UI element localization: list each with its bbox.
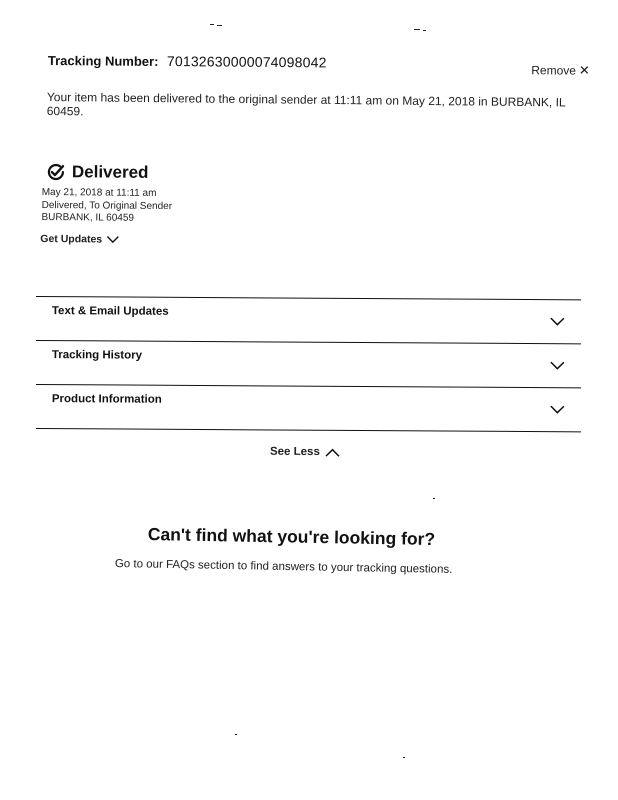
status-block [40, 162, 286, 247]
scan-speck [403, 757, 405, 758]
get-updates-button[interactable] [40, 232, 285, 246]
faq-title: Can't find what you're looking for? [147, 524, 436, 550]
tracking-number-value: 70132630000074098042 [166, 53, 327, 71]
chevron-down-icon [106, 235, 119, 243]
see-less-button[interactable] [270, 446, 340, 458]
scan-speck [210, 24, 214, 25]
accordion-label: Text & Email Updates [51, 305, 169, 318]
status-title: Delivered [71, 162, 149, 182]
tracking-number-label: Tracking Number: [47, 52, 159, 69]
faq-subtitle: Go to our FAQs section to find answers to your tracking questions. [114, 558, 453, 576]
delivery-message: Your item has been delivered to the original sender at 11:11 am on May 21, 2018 in BURBANK, IL 60459. [46, 90, 566, 119]
status-detail: Delivered, To Original Sender [41, 199, 173, 212]
chevron-down-icon [550, 317, 565, 326]
status-location: BURBANK, IL 60459 [41, 211, 135, 224]
status-date: May 21, 2018 at 11:11 am [41, 186, 157, 199]
chevron-down-icon [550, 405, 565, 414]
remove-label: Remove [531, 63, 577, 78]
scan-speck [433, 498, 435, 499]
accordion-label: Product Information [51, 393, 162, 406]
get-updates-label: Get Updates [40, 232, 103, 245]
accordion-text-email-updates[interactable] [36, 296, 581, 343]
close-icon: ✕ [578, 62, 590, 78]
check-circle-icon [46, 162, 66, 182]
remove-button[interactable] [531, 62, 590, 79]
tracking-header [48, 52, 596, 81]
scan-speck [235, 734, 237, 735]
scan-speck [217, 25, 222, 26]
chevron-up-icon [325, 448, 340, 457]
chevron-down-icon [550, 361, 565, 370]
see-less-label: See Less [269, 445, 320, 459]
divider [36, 296, 581, 300]
scan-speck [423, 30, 426, 31]
accordion-label: Tracking History [51, 349, 143, 362]
accordion-product-information[interactable] [36, 384, 581, 431]
scan-speck [414, 29, 420, 30]
accordion-tracking-history[interactable] [36, 340, 581, 387]
